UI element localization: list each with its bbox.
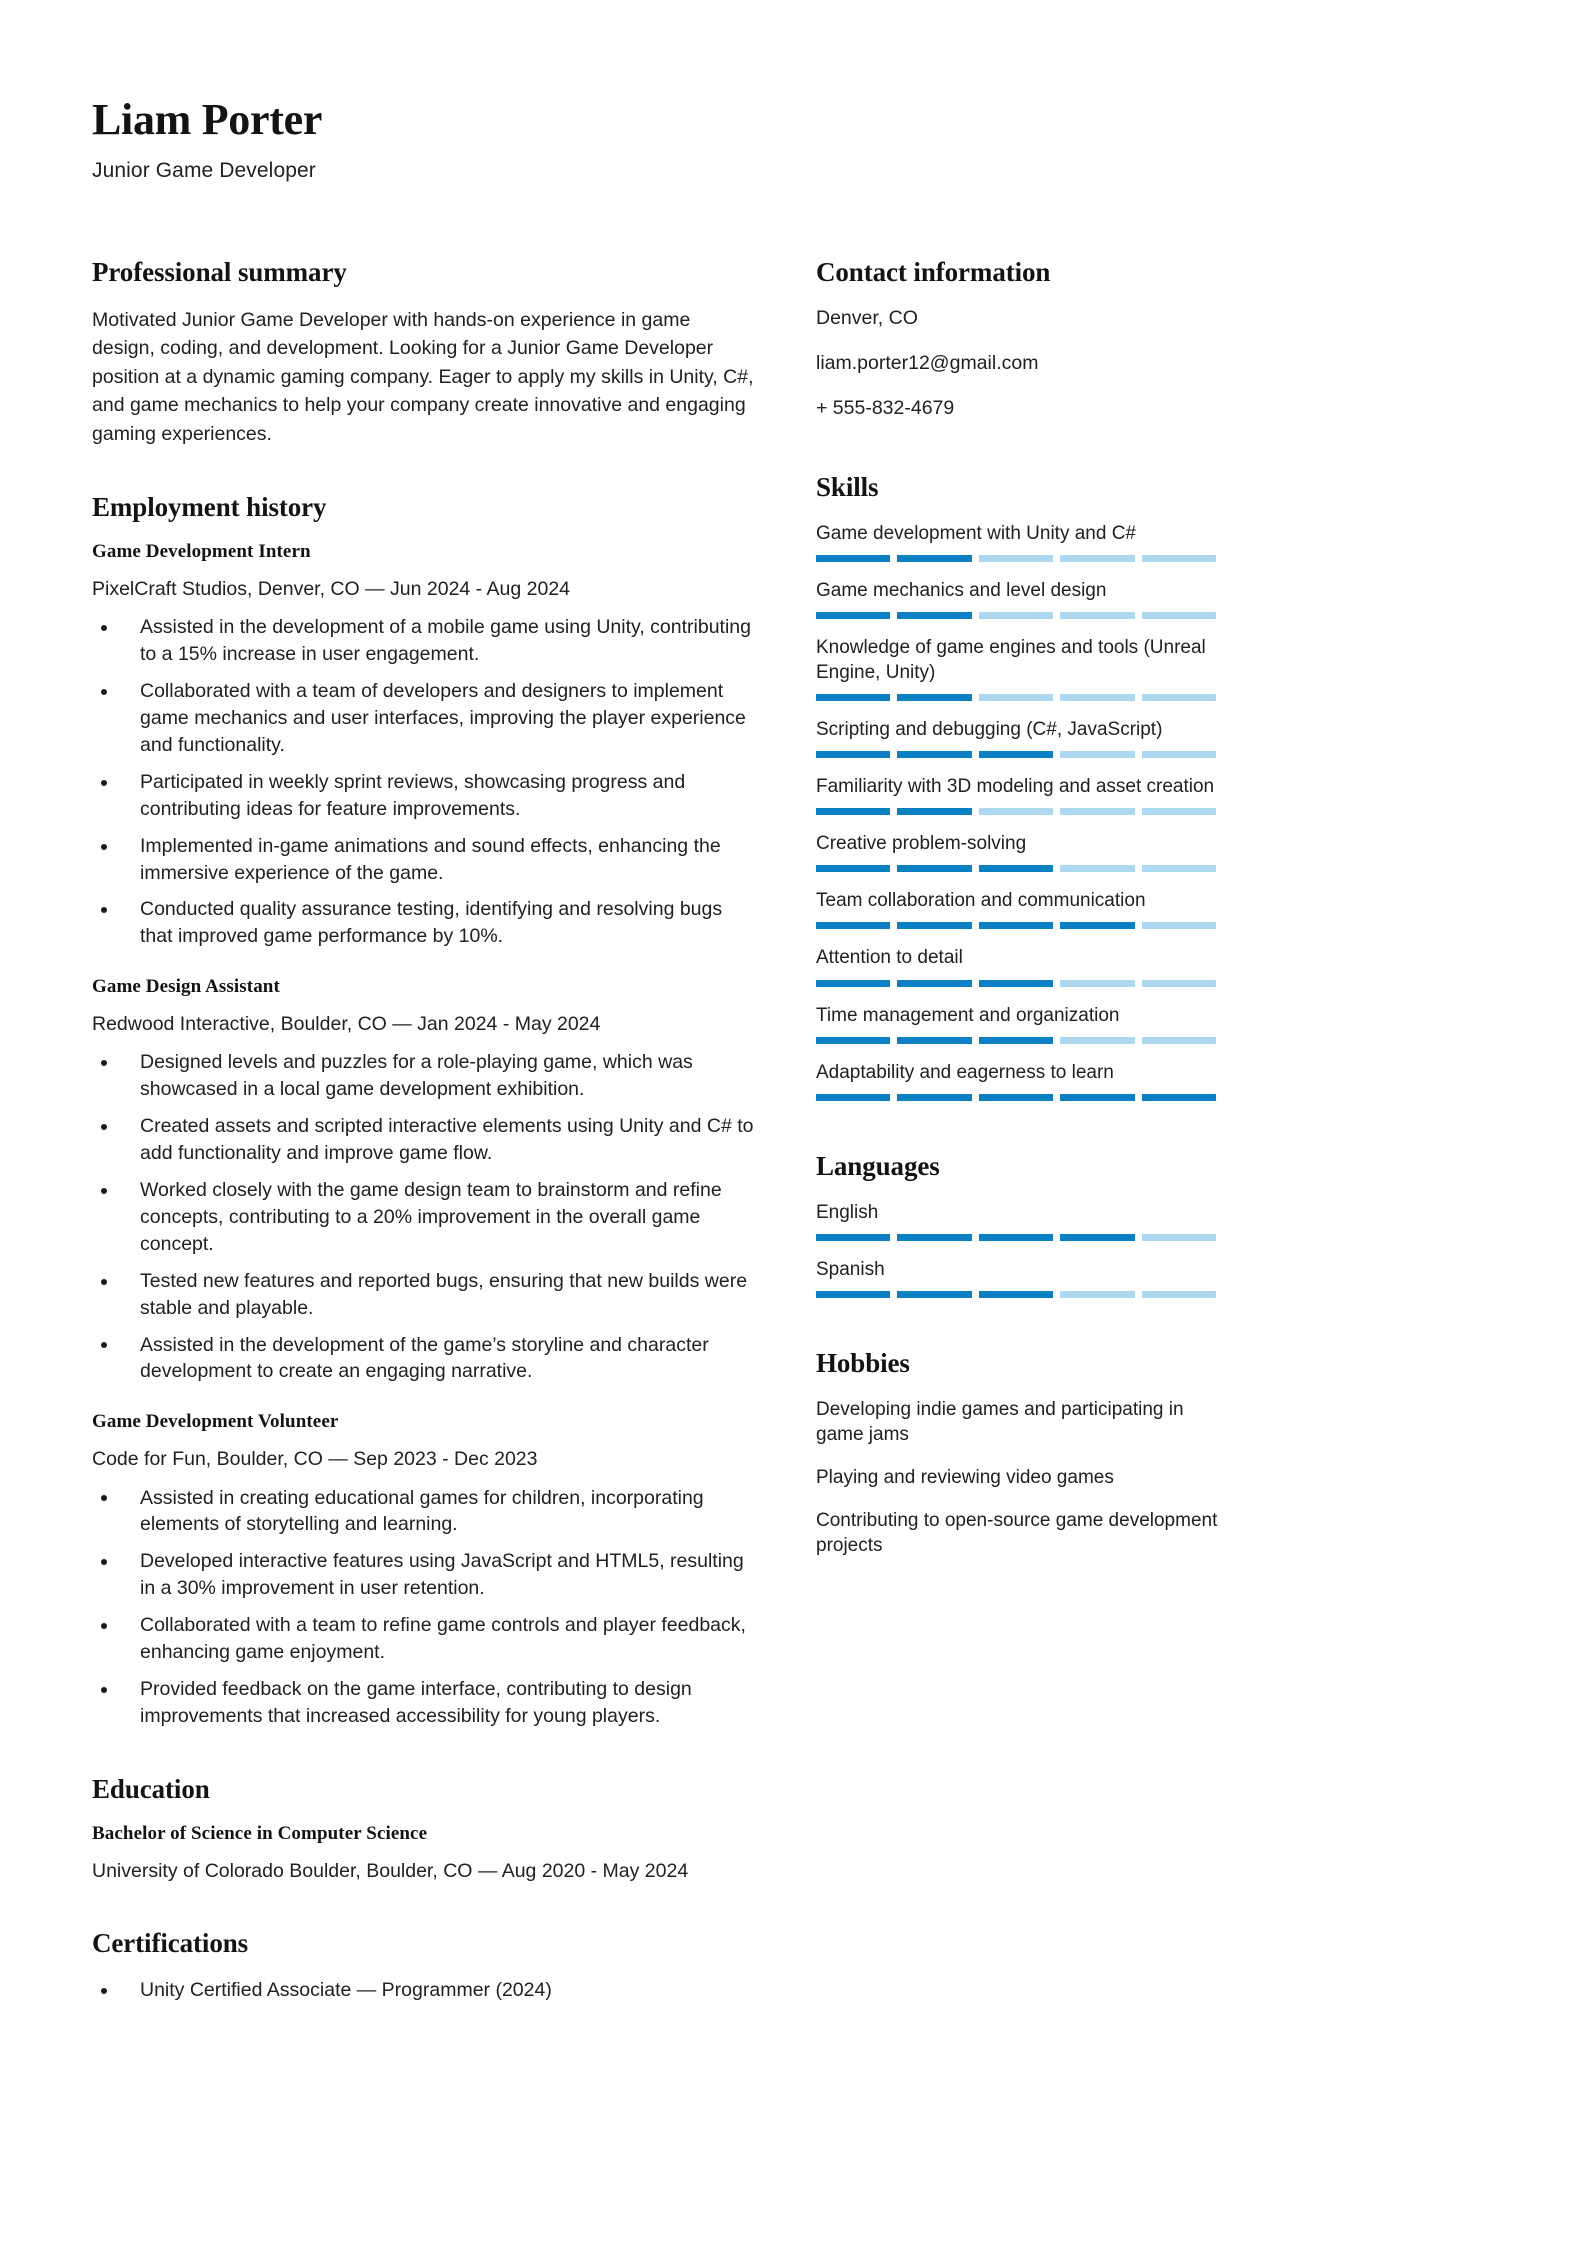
rating-segment bbox=[897, 865, 971, 872]
rating-segment bbox=[979, 1234, 1053, 1241]
rating-segment bbox=[897, 751, 971, 758]
section-certifications bbox=[92, 1928, 754, 2004]
rating-segment bbox=[979, 980, 1053, 987]
bullet-dot bbox=[101, 844, 107, 850]
rating-segment bbox=[1142, 1037, 1216, 1044]
employment-bullet bbox=[92, 769, 754, 823]
main-column bbox=[92, 257, 754, 2004]
contact-email[interactable]: liam.porter12@gmail.com bbox=[816, 352, 1039, 375]
bullet-dot bbox=[101, 1687, 107, 1693]
skill-rating bbox=[816, 922, 1216, 929]
employment-role: Game Design Assistant bbox=[92, 976, 280, 998]
bullet-dot bbox=[101, 625, 107, 631]
bullet-dot bbox=[101, 1279, 107, 1285]
rating-segment bbox=[897, 1037, 971, 1044]
employment-bullet-text: Conducted quality assurance testing, identifying and resolving bugs that improved game performance by 10%. bbox=[140, 898, 723, 948]
rating-segment bbox=[1060, 808, 1134, 815]
employment-bullet bbox=[92, 833, 754, 887]
rating-segment bbox=[816, 922, 890, 929]
rating-segment bbox=[897, 612, 971, 619]
rating-segment bbox=[979, 922, 1053, 929]
rating-segment bbox=[816, 694, 890, 701]
hobby-item: Developing indie games and participating in game jams bbox=[816, 1398, 1184, 1446]
education-degree: Bachelor of Science in Computer Science bbox=[92, 1822, 428, 1844]
section-title-certifications: Certifications bbox=[92, 1927, 249, 1958]
rating-segment bbox=[979, 808, 1053, 815]
employment-bullet-text: Collaborated with a team to refine game controls and player feedback, enhancing game enjoyment. bbox=[140, 1614, 746, 1664]
employment-bullet bbox=[92, 1485, 754, 1539]
rating-segment bbox=[816, 980, 890, 987]
rating-segment bbox=[897, 808, 971, 815]
rating-segment bbox=[1060, 1037, 1134, 1044]
resume-columns bbox=[92, 257, 1488, 2004]
skill-label: Time management and organization bbox=[816, 1004, 1120, 1026]
employment-bullet bbox=[92, 1332, 754, 1386]
rating-segment bbox=[1142, 808, 1216, 815]
employment-role: Game Development Intern bbox=[92, 541, 311, 563]
contact-phone[interactable]: + 555-832-4679 bbox=[816, 397, 955, 420]
employment-bullet-text: Collaborated with a team of developers and designers to implement game mechanics and user interfaces, improving the player experience and functionality. bbox=[140, 680, 746, 756]
section-title-languages: Languages bbox=[816, 1150, 940, 1181]
language-label: English bbox=[816, 1201, 879, 1223]
rating-segment bbox=[1142, 612, 1216, 619]
certification-item-text: Unity Certified Associate — Programmer (2024) bbox=[140, 1978, 552, 2001]
rating-segment bbox=[1060, 865, 1134, 872]
rating-segment bbox=[1142, 1291, 1216, 1298]
employment-bullet-text: Developed interactive features using JavaScript and HTML5, resulting in a 30% improvement in user retention. bbox=[140, 1550, 744, 1600]
skill-label: Creative problem-solving bbox=[816, 833, 1027, 855]
bullet-dot bbox=[101, 1495, 107, 1501]
rating-segment bbox=[816, 555, 890, 562]
employment-bullet-text: Worked closely with the game design team to brainstorm and refine concepts, contributing to a 20% improvement in the overall game concept. bbox=[140, 1179, 722, 1255]
rating-segment bbox=[979, 694, 1053, 701]
employment-bullet bbox=[92, 1113, 754, 1167]
section-title-contact: Contact information bbox=[816, 256, 1051, 287]
rating-segment bbox=[979, 751, 1053, 758]
skills-list bbox=[816, 521, 1226, 1101]
employment-company-dates: Code for Fun, Boulder, CO — Sep 2023 - Dec 2023 bbox=[92, 1448, 538, 1471]
hobby-item: Contributing to open-source game development projects bbox=[816, 1510, 1218, 1557]
section-contact-information bbox=[816, 257, 1226, 422]
language-item bbox=[816, 1257, 1226, 1298]
rating-segment bbox=[897, 1291, 971, 1298]
resume-header bbox=[92, 96, 1488, 183]
employment-company-dates: PixelCraft Studios, Denver, CO — Jun 2024 - Aug 2024 bbox=[92, 577, 571, 600]
section-title-skills: Skills bbox=[816, 471, 879, 502]
language-label: Spanish bbox=[816, 1258, 885, 1280]
rating-segment bbox=[1142, 980, 1216, 987]
bullet-dot bbox=[101, 1623, 107, 1629]
certifications-list bbox=[92, 1977, 754, 2004]
section-hobbies bbox=[816, 1348, 1226, 1558]
rating-segment bbox=[1142, 694, 1216, 701]
candidate-name: Liam Porter bbox=[92, 95, 323, 144]
skill-item bbox=[816, 945, 1226, 986]
rating-segment bbox=[1060, 751, 1134, 758]
education-school-dates: University of Colorado Boulder, Boulder, CO — Aug 2020 - May 2024 bbox=[92, 1859, 689, 1882]
bullet-dot bbox=[101, 1124, 107, 1130]
rating-segment bbox=[979, 612, 1053, 619]
candidate-job-title: Junior Game Developer bbox=[92, 158, 316, 182]
rating-segment bbox=[979, 1037, 1053, 1044]
employment-role: Game Development Volunteer bbox=[92, 1411, 339, 1433]
bullet-dot bbox=[101, 1342, 107, 1348]
skill-rating bbox=[816, 1094, 1216, 1101]
skill-label: Team collaboration and communication bbox=[816, 890, 1146, 912]
bullet-dot bbox=[101, 1188, 107, 1194]
section-education bbox=[92, 1774, 754, 1884]
employment-bullet bbox=[92, 1612, 754, 1666]
language-item bbox=[816, 1200, 1226, 1241]
employment-entry bbox=[92, 1411, 754, 1729]
summary-text: Motivated Junior Game Developer with hands-on experience in game design, coding, and development. Looking for a Junior Game Developer position at a dynamic gaming company. Eager to apply my skills in Unity, C#, and game mechanics to help your company create innovative and engaging gaming experiences. bbox=[92, 308, 754, 445]
employment-bullet bbox=[92, 896, 754, 950]
section-title-summary: Professional summary bbox=[92, 256, 347, 287]
employment-entry bbox=[92, 976, 754, 1385]
skill-rating bbox=[816, 612, 1216, 619]
rating-segment bbox=[1060, 694, 1134, 701]
education-list bbox=[92, 1823, 754, 1884]
rating-segment bbox=[897, 1234, 971, 1241]
employment-bullet-text: Assisted in creating educational games for children, incorporating elements of storytelling and learning. bbox=[140, 1486, 704, 1536]
skill-label: Familiarity with 3D modeling and asset creation bbox=[816, 776, 1215, 798]
employment-company-dates: Redwood Interactive, Boulder, CO — Jan 2024 - May 2024 bbox=[92, 1013, 601, 1036]
skill-item bbox=[816, 521, 1226, 562]
employment-bullet-text: Designed levels and puzzles for a role-playing game, which was showcased in a local game development exhibition. bbox=[140, 1051, 693, 1101]
section-employment-history bbox=[92, 492, 754, 1730]
rating-segment bbox=[816, 865, 890, 872]
skill-item bbox=[816, 1060, 1226, 1101]
rating-segment bbox=[1060, 1291, 1134, 1298]
skill-item bbox=[816, 635, 1226, 701]
skill-item bbox=[816, 888, 1226, 929]
contact-location[interactable]: Denver, CO bbox=[816, 306, 918, 329]
bullet-dot bbox=[101, 907, 107, 913]
rating-segment bbox=[979, 865, 1053, 872]
rating-segment bbox=[1060, 980, 1134, 987]
employment-bullet bbox=[92, 1548, 754, 1602]
rating-segment bbox=[1060, 1234, 1134, 1241]
section-skills bbox=[816, 472, 1226, 1101]
education-entry bbox=[92, 1823, 754, 1884]
rating-segment bbox=[1060, 612, 1134, 619]
employment-bullet bbox=[92, 1268, 754, 1322]
hobbies-list bbox=[816, 1397, 1226, 1558]
hobby-item: Playing and reviewing video games bbox=[816, 1467, 1114, 1489]
rating-segment bbox=[897, 922, 971, 929]
rating-segment bbox=[1142, 1234, 1216, 1241]
rating-segment bbox=[1142, 555, 1216, 562]
bullet-dot bbox=[101, 689, 107, 695]
rating-segment bbox=[816, 1037, 890, 1044]
skill-label: Knowledge of game engines and tools (Unreal Engine, Unity) bbox=[816, 636, 1206, 684]
employment-bullet-text: Assisted in the development of a mobile game using Unity, contributing to a 15% increase in user engagement. bbox=[140, 616, 751, 666]
skill-label: Game mechanics and level design bbox=[816, 579, 1107, 601]
employment-bullet-text: Created assets and scripted interactive elements using Unity and C# to add functionality and improve game flow. bbox=[140, 1115, 754, 1165]
skill-label: Game development with Unity and C# bbox=[816, 522, 1136, 544]
rating-segment bbox=[816, 751, 890, 758]
rating-segment bbox=[897, 694, 971, 701]
rating-segment bbox=[1142, 865, 1216, 872]
rating-segment bbox=[1142, 1094, 1216, 1101]
language-rating bbox=[816, 1291, 1216, 1298]
skill-rating bbox=[816, 808, 1216, 815]
rating-segment bbox=[979, 1094, 1053, 1101]
skill-item bbox=[816, 717, 1226, 758]
rating-segment bbox=[897, 555, 971, 562]
rating-segment bbox=[1142, 922, 1216, 929]
rating-segment bbox=[1060, 555, 1134, 562]
rating-segment bbox=[897, 980, 971, 987]
rating-segment bbox=[979, 555, 1053, 562]
contact-list bbox=[816, 306, 1226, 422]
rating-segment bbox=[1060, 922, 1134, 929]
rating-segment bbox=[816, 1094, 890, 1101]
section-languages bbox=[816, 1151, 1226, 1298]
rating-segment bbox=[1142, 751, 1216, 758]
skill-label: Adaptability and eagerness to learn bbox=[816, 1061, 1114, 1083]
employment-bullet-text: Assisted in the development of the game’s storyline and character development to create an engaging narrative. bbox=[140, 1333, 709, 1383]
skill-rating bbox=[816, 751, 1216, 758]
rating-segment bbox=[816, 808, 890, 815]
skill-rating bbox=[816, 694, 1216, 701]
rating-segment bbox=[816, 1234, 890, 1241]
bullet-dot bbox=[101, 1060, 107, 1066]
employment-list bbox=[92, 541, 754, 1730]
employment-bullet-text: Implemented in-game animations and sound effects, enhancing the immersive experience of the game. bbox=[140, 834, 721, 884]
section-title-hobbies: Hobbies bbox=[816, 1347, 910, 1378]
skill-rating bbox=[816, 1037, 1216, 1044]
bullet-dot bbox=[101, 780, 107, 786]
skill-rating bbox=[816, 980, 1216, 987]
rating-segment bbox=[816, 612, 890, 619]
rating-segment bbox=[816, 1291, 890, 1298]
rating-segment bbox=[897, 1094, 971, 1101]
section-title-education: Education bbox=[92, 1773, 210, 1804]
skill-rating bbox=[816, 865, 1216, 872]
skill-rating bbox=[816, 555, 1216, 562]
skill-item bbox=[816, 1003, 1226, 1044]
skill-item bbox=[816, 578, 1226, 619]
language-rating bbox=[816, 1234, 1216, 1241]
employment-bullet-text: Participated in weekly sprint reviews, showcasing progress and contributing ideas for feature improvements. bbox=[140, 770, 686, 820]
employment-bullet bbox=[92, 1177, 754, 1258]
employment-bullet bbox=[92, 678, 754, 759]
languages-list bbox=[816, 1200, 1226, 1298]
rating-segment bbox=[1060, 1094, 1134, 1101]
skill-item bbox=[816, 831, 1226, 872]
employment-bullet bbox=[92, 1676, 754, 1730]
bullet-dot bbox=[101, 1559, 107, 1565]
employment-bullet bbox=[92, 614, 754, 668]
certification-item bbox=[92, 1977, 754, 2004]
employment-bullet bbox=[92, 1049, 754, 1103]
section-title-employment: Employment history bbox=[92, 492, 327, 523]
employment-bullet-text: Provided feedback on the game interface, contributing to design improvements that increased accessibility for young players. bbox=[140, 1677, 692, 1727]
rating-segment bbox=[979, 1291, 1053, 1298]
skill-label: Attention to detail bbox=[816, 947, 963, 969]
employment-entry bbox=[92, 541, 754, 950]
section-professional-summary bbox=[92, 257, 754, 448]
sidebar-column bbox=[816, 257, 1226, 1559]
skill-item bbox=[816, 774, 1226, 815]
employment-bullet-text: Tested new features and reported bugs, ensuring that new builds were stable and playable. bbox=[140, 1269, 748, 1319]
bullet-dot bbox=[101, 1988, 107, 1994]
skill-label: Scripting and debugging (C#, JavaScript) bbox=[816, 719, 1163, 741]
